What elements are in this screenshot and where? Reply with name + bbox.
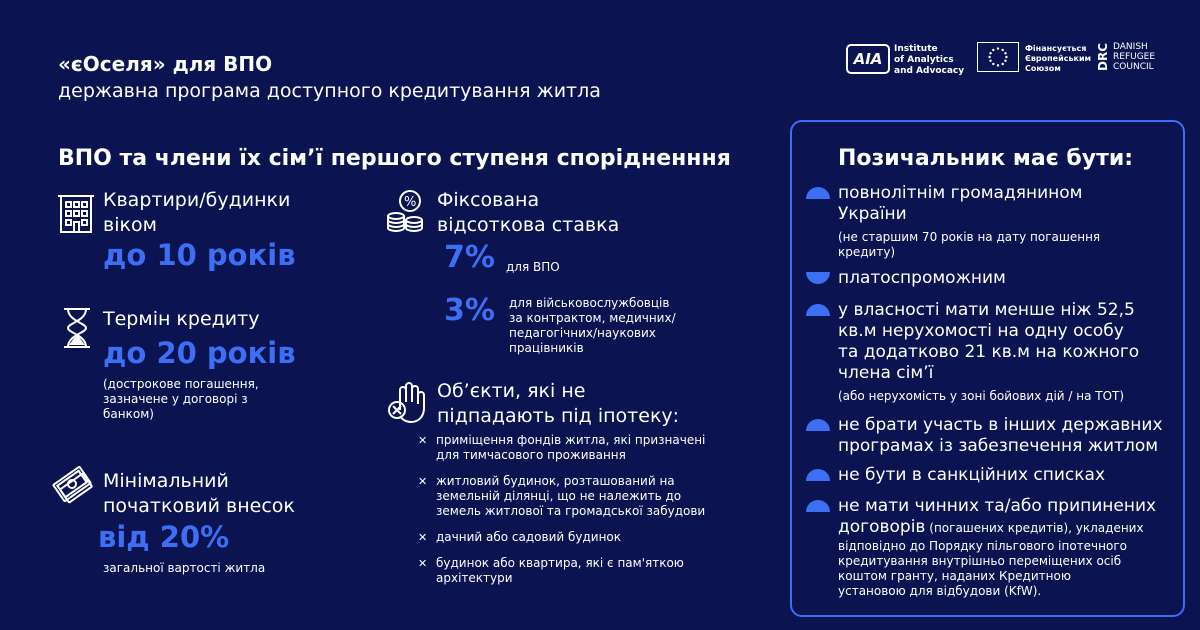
loan-term-note-line3: банком) xyxy=(103,407,154,421)
iaa-logo xyxy=(846,42,966,76)
requirement-text: кв.м нерухомості на одну особу xyxy=(838,321,1124,341)
down-payment-value: від 20% xyxy=(98,520,230,554)
requirement-item xyxy=(806,300,1176,404)
requirement-text: не бути в санкційних списках xyxy=(838,465,1106,485)
list-item xyxy=(418,556,758,586)
rate-military-line3: педагогічних/наукових xyxy=(509,326,656,340)
money-icon xyxy=(50,462,94,506)
requirement-text: члена сім’ї xyxy=(838,363,934,383)
list-item-text: земель житлової та громадської забудови xyxy=(436,504,706,518)
cross-icon: ✕ xyxy=(418,475,428,488)
requirement-item xyxy=(806,268,1176,289)
housing-age-label-line1: Квартири/будинки xyxy=(103,189,291,211)
requirement-note: (або нерухомість у зоні бойових дій / на ТОТ) xyxy=(838,389,1125,403)
down-payment-label-line2: початковий внесок xyxy=(103,495,295,517)
iaa-logo-line2: of Analytics xyxy=(894,55,954,65)
half-circle-icon xyxy=(806,469,830,481)
list-item-text: дачний або садовий будинок xyxy=(436,530,622,544)
requirement-text: платоспроможним xyxy=(838,268,1006,288)
rate-military-value: 3% xyxy=(444,293,495,328)
svg-text:%: % xyxy=(404,195,417,210)
hand-stop-icon xyxy=(386,380,426,424)
requirement-note: кредиту) xyxy=(838,245,896,259)
requirement-item xyxy=(806,465,1176,486)
loan-term-label: Термін кредиту xyxy=(103,308,260,330)
eu-logo-line2: Європейським xyxy=(1025,54,1092,63)
eu-logo-line3: Союзом xyxy=(1025,64,1061,73)
half-circle-icon xyxy=(806,272,830,284)
half-circle-icon xyxy=(806,304,830,316)
rate-idp-value: 7% xyxy=(444,240,495,275)
iaa-logo-mark: AIA xyxy=(846,44,890,74)
rate-military-line2: за контрактом, медичних/ xyxy=(509,311,676,325)
requirement-text: у власності мати менше ніж 52,5 xyxy=(838,300,1135,320)
excluded-label-line2: підпадають під іпотеку: xyxy=(437,405,680,427)
list-item-text: житловий будинок, розташований на xyxy=(436,474,675,488)
requirement-item xyxy=(806,183,1176,260)
requirement-note: коштом гранту, наданих Кредитною xyxy=(838,569,1071,583)
eu-logo xyxy=(977,42,1092,76)
list-item-text: для тимчасового проживання xyxy=(436,448,626,462)
list-item xyxy=(418,433,758,463)
eu-logo-line1: Фінансується xyxy=(1025,44,1087,53)
excluded-list xyxy=(418,433,758,597)
page-subtitle: державна програма доступного кредитування житла xyxy=(58,80,601,102)
iaa-logo-line1: Institute xyxy=(894,44,938,54)
eu-flag-icon xyxy=(977,42,1019,72)
requirement-text: договорів xyxy=(838,517,926,537)
requirement-note: відповідно до Порядку пільгового іпотечного xyxy=(838,539,1127,553)
requirement-text: не брати участь в інших державних xyxy=(838,415,1163,435)
requirement-text: та додатково 21 кв.м на кожного xyxy=(838,342,1140,362)
cross-icon: ✕ xyxy=(418,557,428,570)
eligibility-heading: ВПО та члени їх сім’ї першого ступеня спорідненння xyxy=(58,146,731,171)
requirement-text: повнолітнім громадянином xyxy=(838,183,1083,203)
loan-term-value: до 20 років xyxy=(103,336,296,370)
requirement-text: України xyxy=(838,204,907,224)
list-item xyxy=(418,530,758,545)
list-item-text: будинок або квартира, які є пам'яткою xyxy=(436,556,684,570)
iaa-logo-line3: and Advocacy xyxy=(894,66,965,76)
drc-logo-line1: DANISH xyxy=(1113,42,1148,52)
building-icon xyxy=(56,190,96,234)
half-circle-icon xyxy=(806,187,830,199)
loan-term-note-line2: зазначене у договорі з xyxy=(103,392,248,406)
rate-idp-label: для ВПО xyxy=(506,260,560,274)
down-payment-label-line1: Мінімальний xyxy=(103,470,229,492)
housing-age-label-line2: віком xyxy=(103,214,157,236)
list-item-text: приміщення фондів житла, які призначені xyxy=(436,433,706,447)
rate-military-line1: для військовослужбовців xyxy=(509,296,670,310)
requirement-item xyxy=(806,415,1176,457)
list-item xyxy=(418,474,758,519)
hourglass-icon xyxy=(60,306,94,350)
interest-rate-label-line2: відсоткова ставка xyxy=(437,214,620,236)
cross-icon: ✕ xyxy=(418,531,428,544)
down-payment-note: загальної вартості житла xyxy=(103,561,266,575)
cross-icon: ✕ xyxy=(418,434,428,447)
interest-rate-label-line1: Фіксована xyxy=(437,189,540,211)
page-title: «єОселя» для ВПО xyxy=(58,52,273,76)
housing-age-value: до 10 років xyxy=(103,238,296,272)
borrower-heading: Позичальник має бути: xyxy=(838,146,1134,171)
excluded-label-line1: Об’єкти, які не xyxy=(437,380,586,402)
loan-term-note-line1: (дострокове погашення, xyxy=(103,377,259,391)
requirement-note: (погашених кредитів), укладених xyxy=(925,521,1144,535)
half-circle-icon xyxy=(806,419,830,431)
drc-logo xyxy=(1097,40,1167,74)
requirement-note: (не старшим 70 років на дату погашення xyxy=(838,230,1101,244)
drc-logo-line3: COUNCIL xyxy=(1113,62,1154,72)
requirement-text: не мати чинних та/або припинених xyxy=(838,496,1157,516)
rate-military-line4: працівників xyxy=(509,341,584,355)
half-circle-icon xyxy=(806,500,830,512)
requirement-note: установою для відбудови (KfW). xyxy=(838,584,1042,598)
percent-coins-icon xyxy=(386,188,426,232)
requirement-item xyxy=(806,496,1176,599)
list-item-text: архітектури xyxy=(436,571,513,585)
drc-logo-line2: REFUGEE xyxy=(1113,52,1156,62)
drc-logo-mark: DRC xyxy=(1096,42,1111,72)
list-item-text: земельній ділянці, що не належить до xyxy=(436,489,682,503)
requirement-note: кредитування внутрішньо переміщених осіб xyxy=(838,554,1122,568)
requirement-text: програмах із забезпечення житлом xyxy=(838,436,1159,456)
